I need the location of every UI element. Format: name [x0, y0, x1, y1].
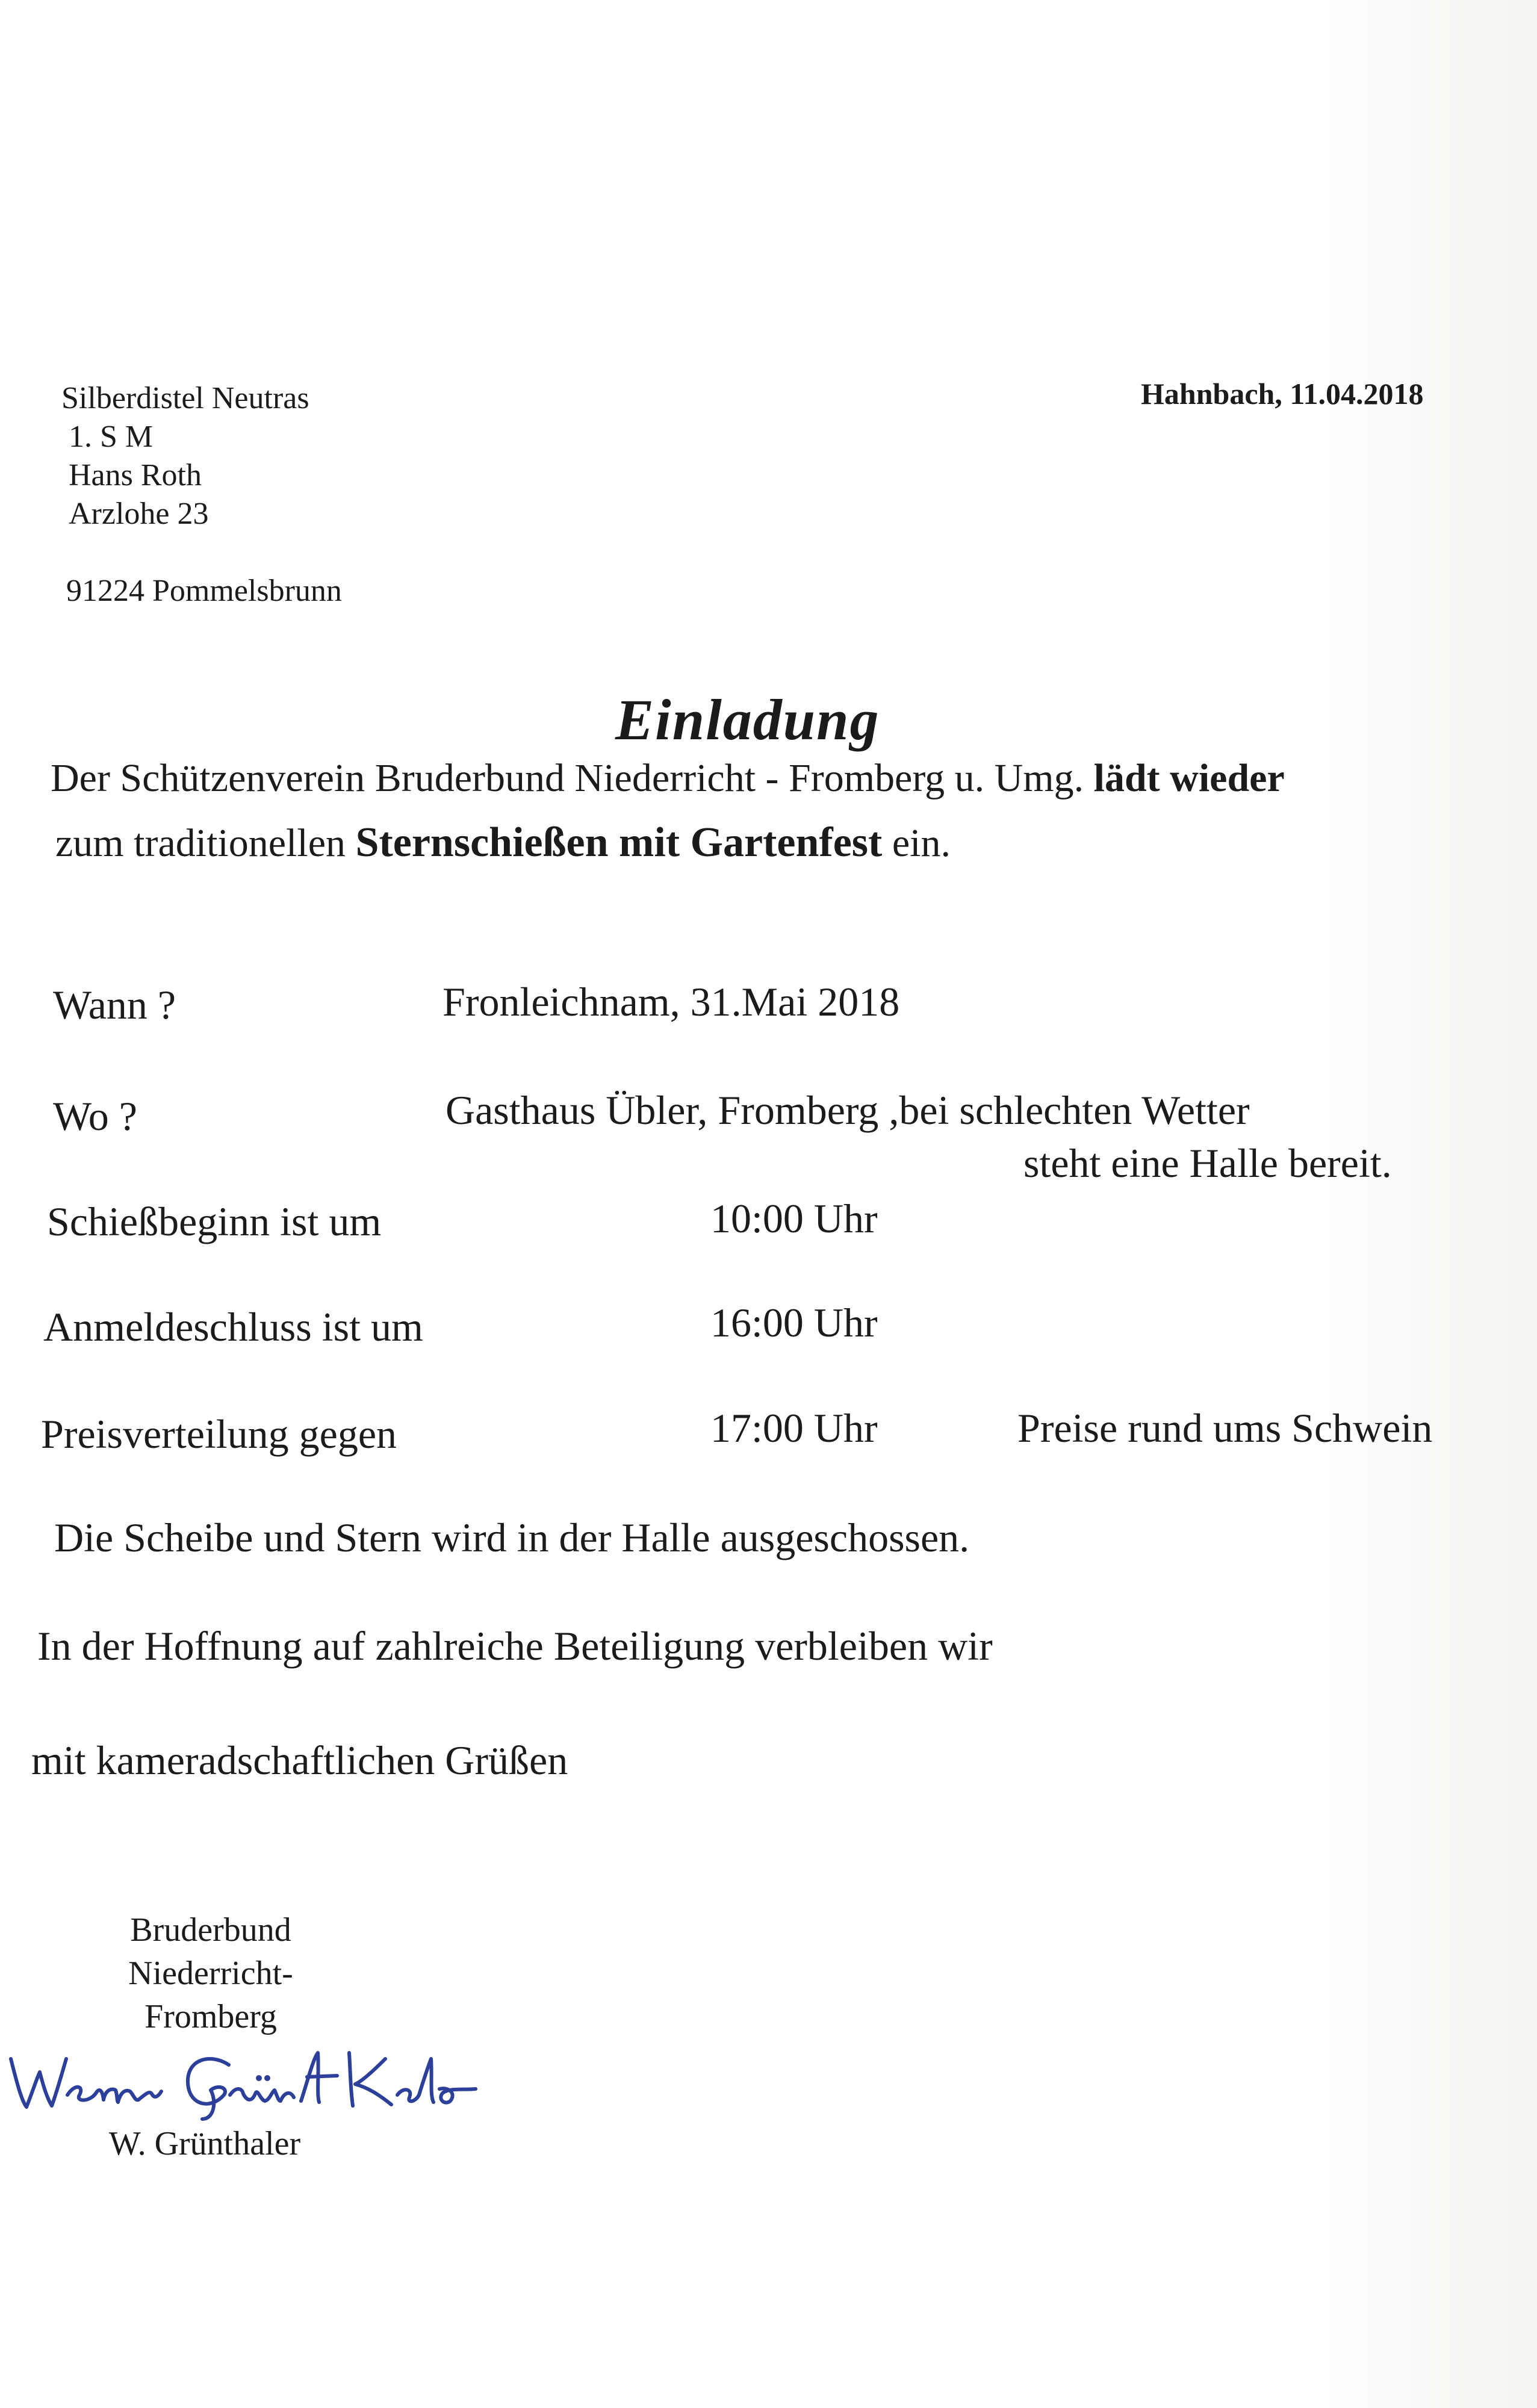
sender-city: 91224 Pommelsbrunn — [66, 574, 342, 608]
intro-line-2-prefix: zum traditionellen — [55, 821, 356, 865]
where-value-cont: steht eine Halle bereit. — [1023, 1140, 1392, 1186]
sender-role: 1. S M — [69, 420, 154, 454]
intro-line-1-emphasis: lädt wieder — [1093, 756, 1285, 800]
when-label: Wann ? — [53, 982, 176, 1028]
sender-street: Arzlohe 23 — [69, 497, 209, 531]
intro-line-2 — [55, 819, 951, 867]
event-name: Sternschießen mit Gartenfest — [355, 819, 883, 866]
signatory-name: W. Grünthaler — [108, 2125, 301, 2162]
registration-label: Anmeldeschluss ist um — [43, 1304, 423, 1350]
signature-org-line-1: Bruderbund — [130, 1911, 291, 1949]
signature-org-line-3: Fromberg — [144, 1998, 277, 2035]
body-line-3: mit kameradschaftlichen Grüßen — [31, 1737, 568, 1783]
start-time: 10:00 Uhr — [710, 1196, 878, 1241]
letter-date: Hahnbach, 11.04.2018 — [1141, 377, 1424, 411]
sender-name: Hans Roth — [69, 458, 202, 492]
signature-organization — [114, 1908, 307, 2038]
where-label: Wo ? — [53, 1093, 137, 1139]
body-line-2: In der Hoffnung auf zahlreiche Beteiligung verbleiben wir — [37, 1623, 993, 1669]
handwritten-signature — [0, 2035, 494, 2125]
registration-time: 16:00 Uhr — [710, 1300, 878, 1345]
when-value: Fronleichnam, 31.Mai 2018 — [442, 979, 900, 1025]
prize-label: Preisverteilung gegen — [41, 1411, 397, 1457]
start-label: Schießbeginn ist um — [47, 1199, 382, 1244]
sender-address — [61, 379, 342, 610]
prize-time: 17:00 Uhr — [710, 1405, 878, 1451]
intro-line-1-text: Der Schützenverein Bruderbund Niederricht - Fromberg u. Umg. — [51, 756, 1094, 800]
intro-line-2-suffix: ein. — [882, 821, 951, 865]
letter-title: Einladung — [615, 687, 880, 752]
signature-org-line-2: Niederricht- — [128, 1955, 293, 1992]
intro-line-1 — [51, 756, 1285, 801]
sender-org: Silberdistel Neutras — [61, 381, 309, 415]
prize-note: Preise rund ums Schwein — [1017, 1405, 1433, 1451]
where-value: Gasthaus Übler, Fromberg ,bei schlechten Wetter — [446, 1087, 1250, 1133]
body-line-1: Die Scheibe und Stern wird in der Halle ausgeschossen. — [54, 1515, 970, 1560]
